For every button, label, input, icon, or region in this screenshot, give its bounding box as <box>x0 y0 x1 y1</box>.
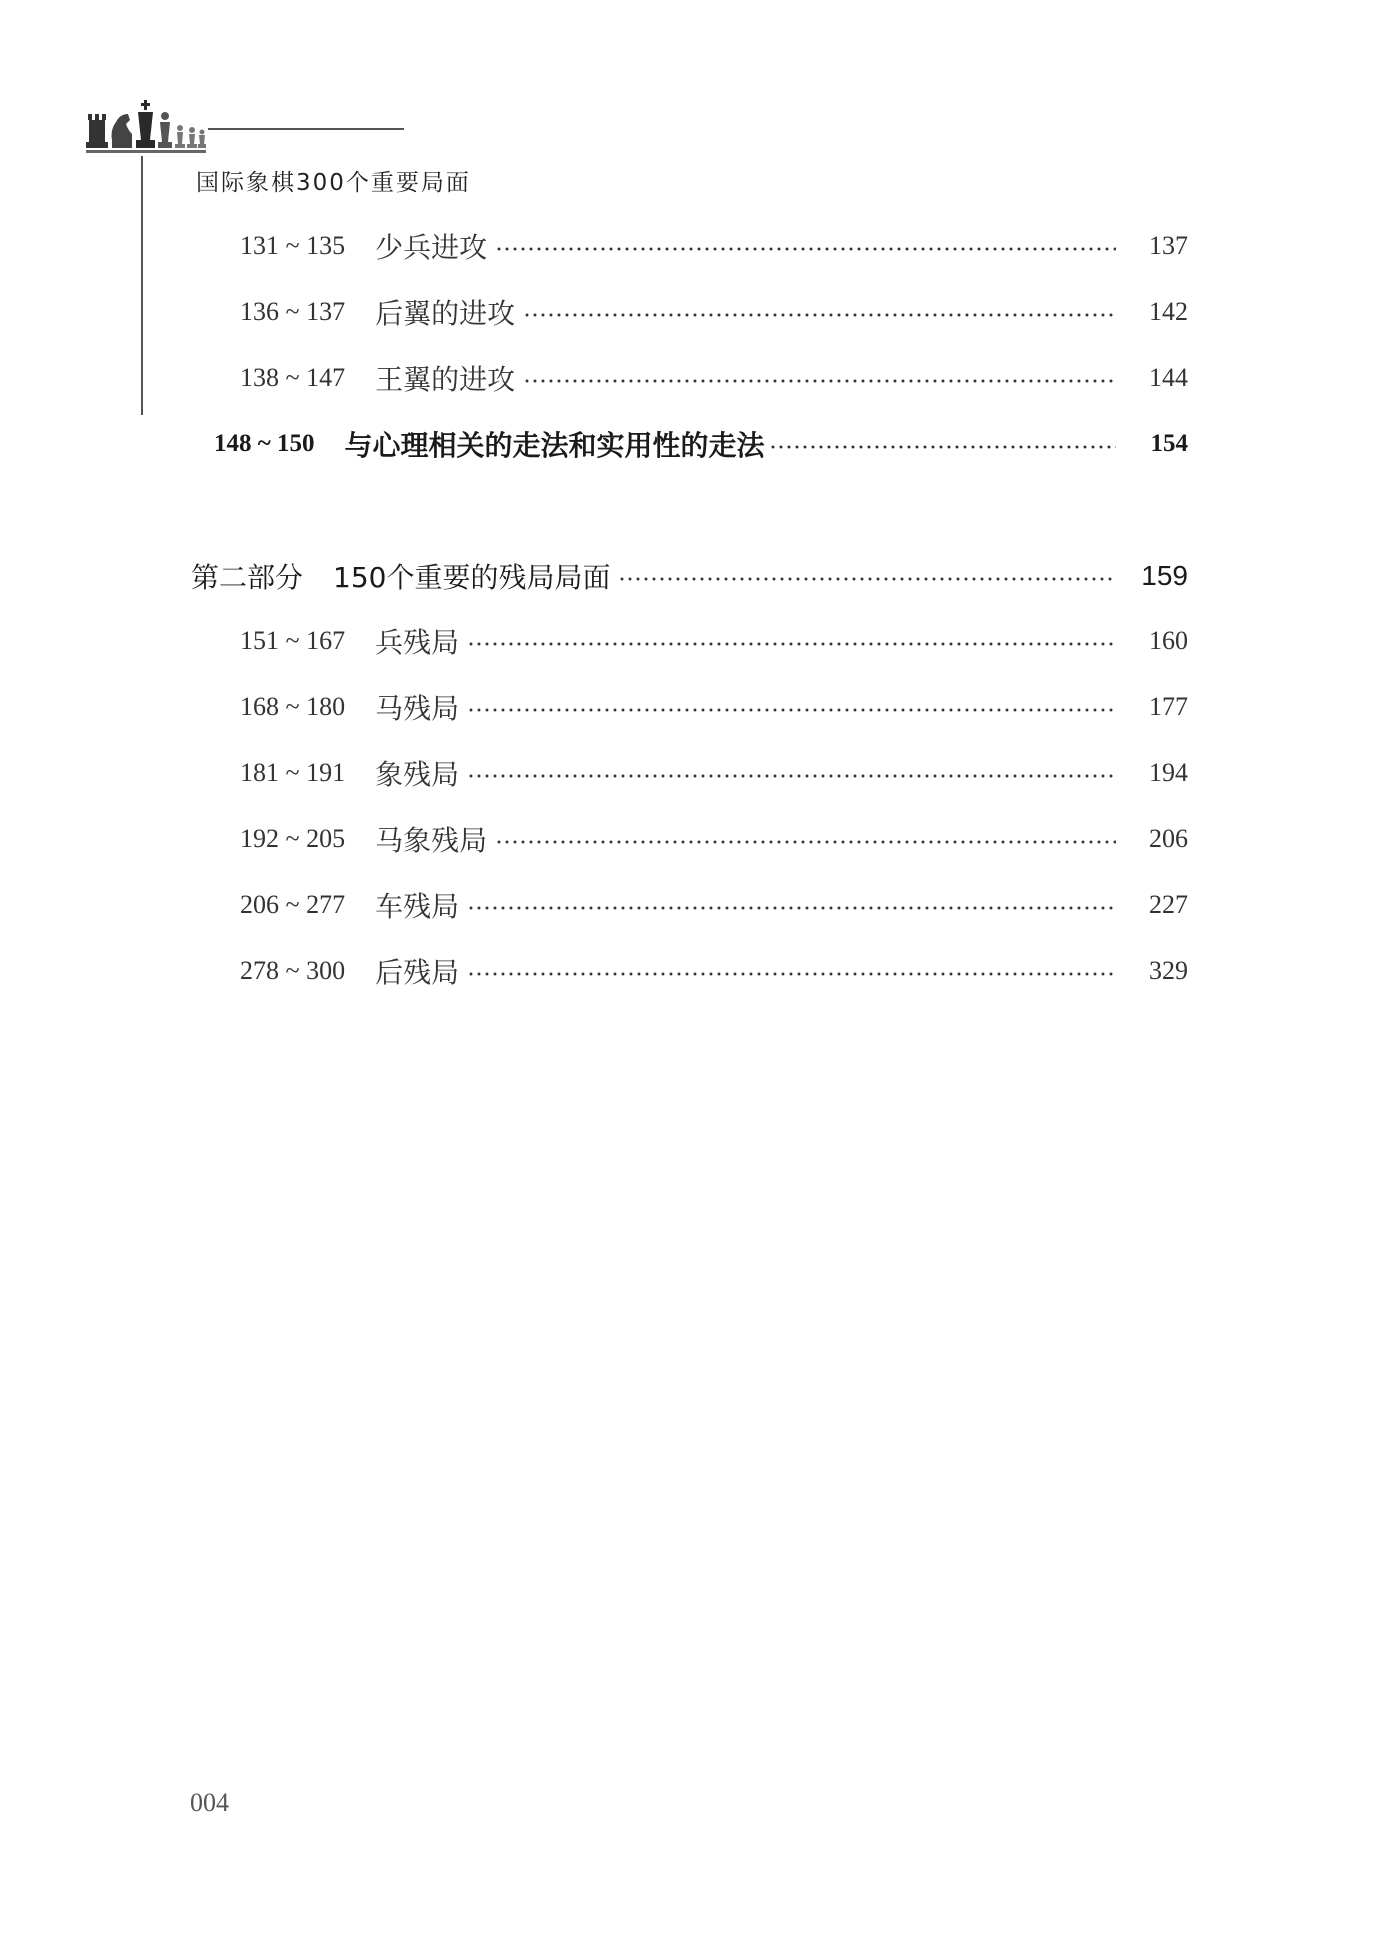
toc-entry-range: 151 ~ 167 <box>240 626 346 655</box>
toc-entry-range: 138 ~ 147 <box>240 363 346 392</box>
toc-entry-range: 168 ~ 180 <box>240 692 346 721</box>
toc-entry-page: 142 <box>1149 297 1188 326</box>
toc-entry-title: 少兵进攻 <box>375 231 488 264</box>
toc-entry[interactable] <box>240 226 1188 266</box>
toc-entry-range: 278 ~ 300 <box>240 956 346 985</box>
dot-leader <box>467 906 1116 910</box>
page-number: 004 <box>190 1788 229 1817</box>
toc-entry-page: 329 <box>1149 956 1188 985</box>
toc-entry-page: 144 <box>1149 363 1188 392</box>
toc-entry-range: 192 ~ 205 <box>240 824 346 853</box>
toc-entry[interactable] <box>240 358 1188 398</box>
toc-entry-title: 后残局 <box>375 956 460 989</box>
toc-entry[interactable] <box>214 424 1188 464</box>
toc-entry-title: 王翼的进攻 <box>375 363 516 396</box>
toc-entry-range: 131 ~ 135 <box>240 231 346 260</box>
dot-leader <box>495 247 1116 251</box>
dot-leader <box>769 445 1116 449</box>
toc-entry[interactable] <box>240 885 1188 925</box>
dot-leader <box>523 313 1116 317</box>
dot-leader <box>495 840 1116 844</box>
toc-part-heading[interactable] <box>191 556 1188 596</box>
toc-entry-page: 160 <box>1149 626 1188 655</box>
part-page: 159 <box>1141 560 1188 591</box>
toc-entry-title: 象残局 <box>375 758 460 791</box>
toc-entry[interactable] <box>240 951 1188 991</box>
toc-entry-page: 194 <box>1149 758 1188 787</box>
toc-entry-title: 兵残局 <box>375 626 460 659</box>
toc-entry-page: 227 <box>1149 890 1188 919</box>
toc-entry[interactable] <box>240 621 1188 661</box>
part-title: 150个重要的残局局面 <box>333 561 611 594</box>
dot-leader <box>467 642 1116 646</box>
toc-entry-page: 154 <box>1150 430 1188 457</box>
toc-entry-title: 后翼的进攻 <box>375 297 516 330</box>
toc-entry-page: 137 <box>1149 231 1188 260</box>
toc-entry-title: 车残局 <box>375 890 460 923</box>
dot-leader <box>618 577 1116 581</box>
dot-leader <box>523 379 1116 383</box>
part-label: 第二部分 <box>191 561 304 594</box>
toc-entry-page: 177 <box>1149 692 1188 721</box>
book-title: 国际象棋300个重要局面 <box>196 170 471 196</box>
dot-leader <box>467 774 1116 778</box>
header-vertical-rule <box>141 156 143 415</box>
header-rule <box>208 128 404 130</box>
toc-entry[interactable] <box>240 292 1188 332</box>
toc-entry-range: 181 ~ 191 <box>240 758 346 787</box>
chess-pieces-icon <box>86 100 206 156</box>
dot-leader <box>467 972 1116 976</box>
toc-entry-title: 马象残局 <box>375 824 488 857</box>
toc-entry[interactable] <box>240 819 1188 859</box>
toc-entry-page: 206 <box>1149 824 1188 853</box>
toc-entry[interactable] <box>240 687 1188 727</box>
toc-entry-title: 与心理相关的走法和实用性的走法 <box>344 429 765 462</box>
toc-entry[interactable] <box>240 753 1188 793</box>
toc-entry-range: 148 ~ 150 <box>214 430 315 457</box>
toc-entry-title: 马残局 <box>375 692 460 725</box>
toc-entry-range: 206 ~ 277 <box>240 890 346 919</box>
toc-entry-range: 136 ~ 137 <box>240 297 346 326</box>
dot-leader <box>467 708 1116 712</box>
